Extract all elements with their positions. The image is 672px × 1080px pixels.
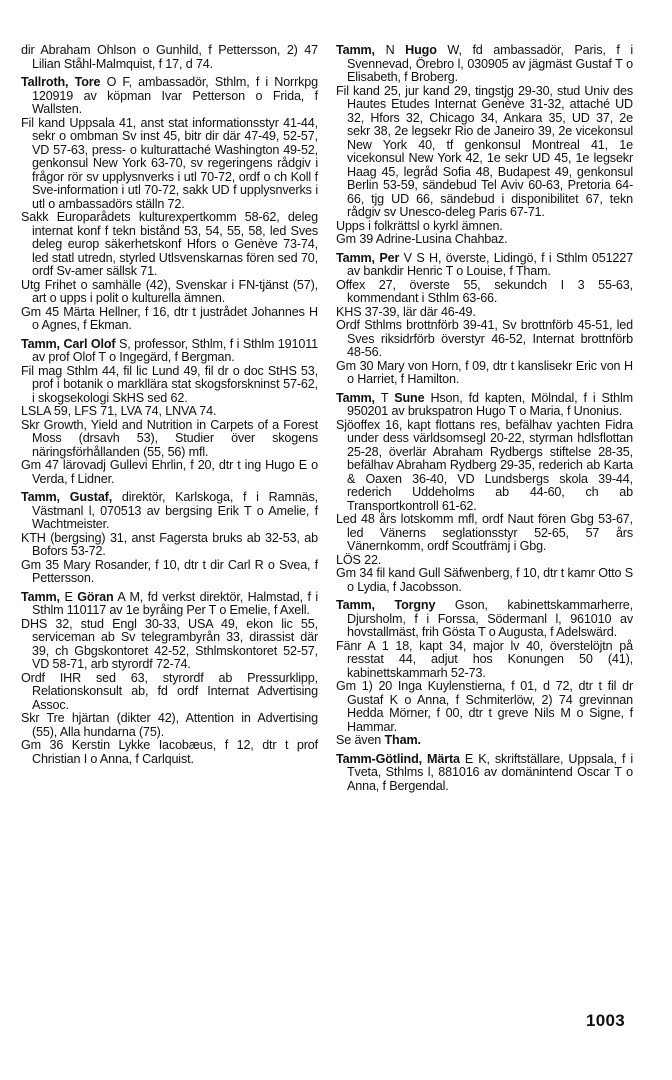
entry-text: V S H, överste, Lidingö, f i Sthlm 051227 av bankdir Henric T o Louise, f Tham. [347,250,633,278]
entry-text: Fänr A 1 18, kapt 34, major lv 40, överstelöjtn på resstat 44, adjut hos Konungen 50 (41), kabinettskammarh 52-73. [336,638,633,680]
entry-name: Tamm, [336,43,386,57]
entry-text: KTH (bergsing) 31, anst Fagersta bruks ab 32-53, ab Bofors 53-72. [21,530,318,558]
entry-paragraph [336,279,633,306]
left-column [21,44,318,766]
entry-text: E K, skriftställare, Uppsala, f i Tveta, Sthlms l, 881016 av domänintend Oscar T o Anna, f Bergendal. [347,751,633,793]
entry-paragraph [336,360,633,387]
entry-paragraph [336,554,633,568]
entry-given-name: Göran [77,589,114,604]
entry-name: Tamm, Carl Olof [21,336,116,351]
entry-paragraph [21,559,318,586]
right-column [336,44,633,793]
entry-paragraph [336,85,633,220]
entry-text: dir Abraham Ohlson o Gunhild, f Pettersson, 2) 47 Lilian Ståhl-Malmquist, f 17, d 74. [21,43,318,71]
entry-name: Tamm, Per [336,250,400,265]
entry-text: Sakk Europarådets kulturexpertkomm 58-62, deleg internat konf f tekn bistånd 53, 54, 55, 58, led Sves deleg europ säkerhetskonf Hfors o Genève 73-74, led statl utredn, styrled Utlsvenskarnas fören sed 70, ordf Sv-amer sällsk 71. [21,210,318,278]
entry-paragraph [336,319,633,360]
entry-heading [21,338,318,365]
entry-text: Gm 30 Mary von Horn, f 09, dtr t kanslisekr Eric von H o Harriet, f Hamilton. [336,358,633,386]
entry-paragraph [336,513,633,554]
entry-text: W, fd ambassadör, Paris, f i Svennevad, Örebro l, 030905 av jägmäst Gustaf T o Elisabeth, f Broberg. [347,43,633,84]
entry-name: Tamm-Götlind, Märta [336,751,460,766]
entry-paragraph [21,279,318,306]
entry-heading [336,44,633,85]
entry-paragraph [21,618,318,672]
entry-text: Gm 47 lärovadj Gullevi Ehrlin, f 20, dtr t ing Hugo E o Verda, f Lidner. [21,458,318,486]
entry-text: Led 48 års lotskomm mfl, ordf Naut fören Gbg 53-67, led Vänerns seglationsstyr 52-65, 57 års Vänernkomm, ordf Scoutfrämj i Gbg. [336,512,633,553]
entry-text: Ordf Sthlms brottnförb 39-41, Sv brottnförb 45-51, led Sves riksidrförb överstyr 46-52, Internat brottnförb 48-56. [336,318,633,359]
entry-paragraph [21,532,318,559]
entry-text: LSLA 59, LFS 71, LVA 74, LNVA 74. [21,404,217,418]
entry-text: Gm 35 Mary Rosander, f 10, dtr t dir Carl R o Svea, f Pettersson. [21,557,318,585]
entry-name: Tamm, [21,589,65,604]
entry-paragraph [336,567,633,594]
entry-paragraph [336,233,633,247]
entry-text: O F, ambassadör, Sthlm, f i Norrkpg 120919 av köpman Ivar Petterson o Frida, f Wallsten. [32,75,318,116]
entry-paragraph [336,640,633,681]
entry-name: Tallroth, Tore [21,75,101,89]
entry-name: Tamm, Torgny [336,598,436,612]
entry-paragraph [21,419,318,460]
entry-text: Hson, fd kapten, Mölndal, f i Sthlm 950201 av brukspatron Hugo T o Maria, f Unonius. [347,390,633,418]
entry-text: Offex 27, överste 55, sekundch I 3 55-63, kommendant i Sthlm 63-66. [336,277,633,305]
entry-paragraph [21,405,318,419]
entry-paragraph [21,44,318,71]
entry-text: direktör, Karlskoga, f i Ramnäs, Västmanl l, 070513 av bergsing Erik T o Amelie, f Wachtmeister. [32,490,318,531]
entry-heading [336,599,633,640]
entry-text: KHS 37-39, lär där 46-49. [336,304,476,319]
entry-initial: T [380,390,395,405]
entry-paragraph [336,734,633,748]
entry-heading [21,591,318,618]
entry-text: Gm 34 fil kand Gull Säfwenberg, f 10, dtr t kamr Otto S o Lydia, f Jacobsson. [336,566,633,594]
entry-given-name: Sune [394,390,425,405]
entry-text: Gson, kabinettskammarherre, Djursholm, f i Forssa, Södermanl l, 961010 av hovstallmäst, frih Gösta T o Augusta, f Adelswärd. [347,598,633,639]
entry-text: Gm 45 Märta Hellner, f 16, dtr t justrådet Johannes H o Agnes, f Ekman. [21,304,318,332]
entry-paragraph [336,680,633,734]
entry-initial: E [64,589,78,604]
entry-text: Se även [336,733,385,747]
entry-paragraph [21,306,318,333]
entry-text: S, professor, Sthlm, f i Sthlm 191011 av prof Olof T o Ingegärd, f Bergman. [32,336,318,364]
entry-paragraph [21,211,318,279]
entry-text: Skr Growth, Yield and Nutrition in Carpets of a Forest Moss (drsavh 53), Studier över skogens näringsförhållanden (55, 56) mfl. [21,417,318,459]
entry-text: Fil kand Uppsala 41, anst stat informationsstyr 41-44, sekr o ombman Sv inst 45, bitr dir där 47-49, 52-57, VD 57-63, press- o kulturattaché Washington 49-52, genkonsul New York 63-70, sv regeringens rådgiv i frågor rör sv upplysnverks i utl 70-72, ordf o ch Koll f Sve-information i utl 70-72, sakk UD f upplysnverks i utl o ambassadörs ställn 72. [21,115,318,211]
entry-text: Gm 36 Kerstin Lykke Iacobæus, f 12, dtr t prof Christian I o Anna, f Carlquist. [21,738,318,766]
entry-paragraph [21,117,318,212]
entry-paragraph [336,306,633,320]
entry-paragraph [21,459,318,486]
entry-paragraph [21,739,318,766]
cross-reference-name: Tham. [384,733,421,747]
entry-text: DHS 32, stud Engl 30-33, USA 49, ekon lic 55, serviceman ab Sv telegrambyrån 33, dirassist där 39, ch Gbgskontoret 42-52, Sthlmskontoret 52-57, VD 58-71, arb styrordf 72-74. [21,616,318,671]
entry-name: Tamm, [336,390,381,405]
entry-heading [336,392,633,419]
entry-text: LÖS 22. [336,552,382,567]
entry-given-name: Hugo [405,43,437,57]
entry-text: Skr Tre hjärtan (dikter 42), Attention in Advertising (55), Alla hundarna (75). [21,711,318,739]
entry-name: Tamm, Gustaf, [21,490,113,504]
entry-text: Upps i folkrättsl o kyrkl ämnen. [336,218,503,233]
entry-paragraph [21,672,318,713]
entry-text: Fil mag Sthlm 44, fil lic Lund 49, fil dr o doc StHS 53, prof i botanik o markllära stat skogsforskninst 57-62, i skogsekologi SkHS sed 62. [21,363,318,405]
entry-heading [21,491,318,532]
entry-text: Utg Frihet o samhälle (42), Svenskar i FN-tjänst (57), art o upps i polit o kulturella ämnen. [21,277,318,305]
entry-paragraph [21,365,318,406]
entry-initial: N [385,43,406,57]
entry-heading [21,76,318,117]
entry-paragraph [21,712,318,739]
entry-text: Fil kand 25, jur kand 29, tingstjg 29-30, stud Univ des Hautes Etudes Internat Genève 31-32, attaché UD 32, Hfors 32, Chicago 34, Ankara 35, UD 37, 2e sekr 38, 2e legsekr Rio de Janeiro 39, 2e vicekonsul New York 40, tf genkonsul Montreal 41, 1e vicekonsul New York 42, 1e sekr UD 45, 1e legsekr Haag 45, legråd Sofia 48, Budapest 49, genkonsul Berlin 53-59, sändebud Tel Aviv 60-63, Pretoria 64-66, tjg UD 66, sändebud i disponibilitet 67, tekn rådgiv sv Unesco-deleg Paris 67-71. [336,83,633,219]
entry-text: Ordf IHR sed 63, styrordf ab Pressurklipp, Relationskonsult ab, fd ordf Internat Advertising Assoc. [21,670,318,712]
entry-heading [336,252,633,279]
entry-text: A M, fd verkst direktör, Halmstad, f i Sthlm 110117 av 1e byråing Per T o Emelie, f Axell. [32,589,318,617]
page-number: 1003 [586,1011,626,1030]
entry-text: Sjöoffex 16, kapt flottans res, befälhav yachten Fidra under dess världsomsegl 20-22, styrman hdlsflottan 25-28, överlär Abraham Rydbergs stiftelse 28-35, befälhav Abraham Rydberg 29-35, rederich ab Karta & Oaxen 36-40, VD Lundsbergs skola 39-44, rederich Uddeholms ab 44-60, ch ab Transportkontroll 61-62. [336,417,633,513]
entry-paragraph [336,220,633,234]
entry-paragraph [336,419,633,514]
entry-heading [336,753,633,794]
entry-text: Gm 39 Adrine-Lusina Chahbaz. [336,232,508,246]
entry-text: Gm 1) 20 Inga Kuylenstierna, f 01, d 72, dtr t fil dr Gustaf K o Anna, f Schmiterlöw, 2) 74 grevinnan Hedda Mörner, f 00, dtr t greve Nils M o Signe, f Hammar. [336,679,633,734]
